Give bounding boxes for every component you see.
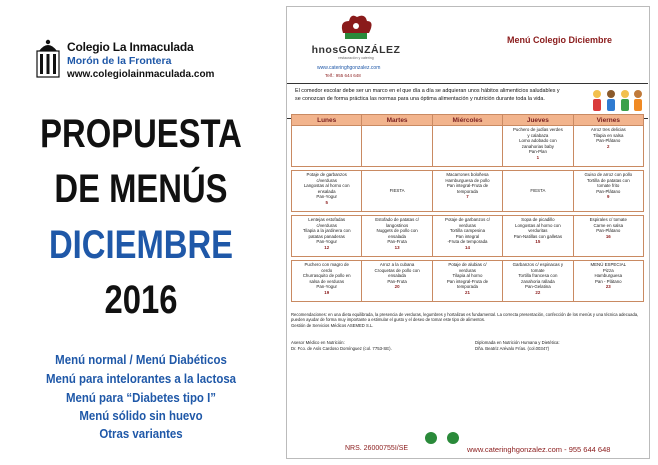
title-line-2: DE MENÚS — [54, 167, 228, 211]
caterer-brand: hnosGONZÁLEZ — [311, 44, 401, 56]
school-name: Colegio La Inmaculada — [67, 40, 194, 54]
school-crest-icon — [35, 37, 61, 79]
day-header: Miércoles — [432, 115, 502, 126]
day-number: 19 — [324, 289, 330, 295]
dish-text: Sopa de picadillo Longostas al horno con verduritas Pan-Natillas con galletas — [513, 217, 563, 239]
menu-cell — [503, 126, 573, 167]
dietitian-block — [475, 340, 645, 351]
menu-cell — [362, 126, 432, 167]
menu-cell — [292, 126, 362, 167]
dish-text: Lentejas estofadas c/verduras Tilapia a la jardinera con patatas panaderas Pan-Yogur — [302, 217, 351, 245]
dietitian-name: Dña. Beatriz Arévalo Frías. (col.00347) — [475, 345, 550, 351]
day-number: 7 — [466, 194, 469, 200]
day-number: 21 — [465, 289, 470, 295]
menu-cell — [292, 171, 362, 212]
dish-text: Puchero con magro de cerdo Churrasquito de pollo en salsa de verduras Pan-Yogur — [302, 262, 351, 290]
day-number: 9 — [607, 194, 610, 200]
dish-text: FIESTA — [530, 188, 546, 194]
menu-cell — [503, 171, 573, 212]
sheet-title: Menú Colegio Diciembre — [507, 35, 613, 45]
day-number: 16 — [605, 233, 611, 239]
children-illustration-icon — [587, 86, 645, 114]
day-number: 15 — [535, 239, 541, 245]
menu-cell — [432, 261, 502, 302]
day-header: Viernes — [573, 115, 643, 126]
dish-text: Espirales c/ tomate Carne en salsa Pan-Plátano — [589, 217, 627, 234]
caterer-website[interactable]: www.cateringhgonzalez.com — [317, 65, 381, 71]
dietitian-title: Diplomada en Nutrición Humana y Dietética: — [475, 340, 560, 345]
dish-text: Puchero de judías verdes y calabaza Lomo adobado con zanahorias baby Pan-Plan — [512, 127, 563, 155]
menu-cell — [432, 216, 502, 257]
dish-text: Macarrones boloñesa Hamburguesa de pollo Pan integral-Fruta de temporada — [445, 172, 490, 194]
dish-text: Potaje de garbanzos c/verduras Langostas al horno con ensalada Pan-Yogur — [303, 172, 350, 200]
advisor-title: Asesor Médico en Nutrición: — [291, 340, 345, 345]
menu-cell — [573, 261, 643, 302]
day-header: Martes — [362, 115, 432, 126]
menu-cell — [292, 216, 362, 257]
menu-cell — [573, 171, 643, 212]
menu-option: Menú para “Diabetes tipo I” — [65, 390, 217, 405]
dish-text: Potaje de garbanzos c/ verduras Tortilla campesina Pan integral -Fruta de temporada — [445, 217, 490, 245]
menu-option: Otras variantes — [99, 426, 183, 441]
dish-text: Potaje de alubias c/ verduras Tilapia al horno Pan integral-Fruta de temporada — [446, 262, 489, 290]
day-number: 23 — [605, 284, 611, 290]
menu-option: Menú para intelorantes a la lactosa — [45, 371, 237, 386]
week-row — [292, 126, 644, 167]
menu-cell — [432, 126, 502, 167]
management-text: Gestión de Servicios Médicos ASEMED S.L. — [291, 322, 374, 328]
school-website[interactable]: www.colegiolainmaculada.com — [67, 69, 215, 80]
certification-icon — [447, 432, 459, 444]
day-number: 1 — [536, 154, 540, 160]
day-number: 13 — [394, 244, 400, 250]
day-number: 14 — [465, 244, 470, 250]
menu-cell — [503, 261, 573, 302]
day-header: Lunes — [292, 115, 362, 126]
title-year: 2016 — [104, 278, 178, 322]
advisor-block — [291, 340, 461, 351]
title-line-1: PROPUESTA — [40, 112, 242, 156]
footer-contact[interactable]: www.cateringhgonzalez.com - 955 644 648 — [467, 445, 611, 454]
menu-cell — [573, 126, 643, 167]
menu-table — [291, 114, 644, 302]
school-town: Morón de la Frontera — [67, 55, 172, 67]
menu-sheet — [286, 6, 650, 459]
day-number: 2 — [607, 143, 610, 149]
week-row — [292, 216, 644, 257]
certification-icon — [425, 432, 437, 444]
intro-text: El comedor escolar debe ser un marco en el que día a día se adquieran unos hábitos alimenticios saludables y se conozcan de forma práctica las normas para una óptima alimentación y nutrición durante toda la vida. — [295, 88, 560, 102]
dish-text: Garbanzos c/ espinacas y tomate Tortilla francesa con zanahoria rallada Pan-Gelatina — [512, 262, 564, 290]
menu-cell — [362, 171, 432, 212]
dish-text: Arroz tres delicias Tilapia en salsa Pan-Plátano — [590, 127, 626, 144]
week-row — [292, 171, 644, 212]
week-row — [292, 261, 644, 302]
dish-text: Estofado de patatas c/ langostinos Nuggets de pollo con ensalada Pan-Fruta — [375, 217, 419, 245]
dish-text: Arroz a la cubana Croquetas de pollo con ensalada Pan-Fruta — [374, 262, 420, 284]
day-number: 12 — [324, 244, 330, 250]
day-number: 20 — [394, 284, 400, 290]
menu-cell — [573, 216, 643, 257]
day-number: 22 — [535, 289, 541, 295]
menu-cell — [292, 261, 362, 302]
recommendations-block — [291, 312, 643, 328]
title-month: DICIEMBRE — [48, 223, 234, 267]
day-header: Jueves — [503, 115, 573, 126]
registry-number: NRS. 26000755I/SE — [345, 445, 409, 452]
dish-text: MENÚ ESPECIAL Pizza Hamburguesa Pan - Plátano — [590, 262, 627, 284]
chef-hat-logo-icon — [335, 11, 377, 43]
menu-cell — [503, 216, 573, 257]
caterer-tagline: restauración y catering — [338, 56, 374, 60]
menu-cell — [362, 216, 432, 257]
menu-option: Menú normal / Menú Diabéticos — [55, 352, 227, 367]
menu-cell — [432, 171, 502, 212]
dish-text: FIESTA — [389, 188, 405, 194]
menu-option: Menú sólido sin huevo — [79, 408, 203, 423]
caterer-phone: Telf.: 955 644 648 — [325, 73, 361, 78]
dish-text: Guiso de arroz con pollo Tortilla de patatas con tomate frito Pan-Plátano — [584, 172, 633, 194]
advisor-name: Dr. Fco. de Asís Cardoso Domínguez (col. 7753-SE). — [291, 345, 392, 351]
recommendations-text: Recomendaciones: en una dieta equilibrada, la presencia de verduras, legumbres y hortalizas es fundamental. La correcta presentación, confección de los menús y una técnica adecuada, pueden ayudar de forma muy importante a estimular el gusto y el deseo de tomar este tipo de alimentos. — [291, 312, 639, 323]
day-number: 5 — [325, 199, 328, 205]
menu-cell — [362, 261, 432, 302]
